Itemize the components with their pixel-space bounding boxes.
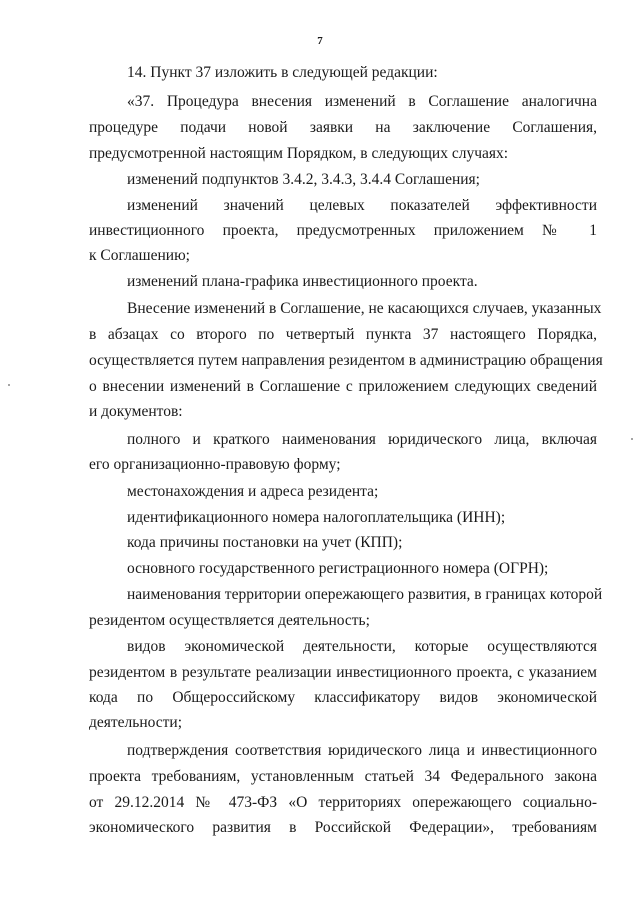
- paragraph-line: инвестиционного проекта, предусмотренных приложением № 1: [89, 222, 597, 239]
- paragraph-line: видов экономической деятельности, которые осуществляются: [127, 638, 597, 655]
- paragraph-line: резидентом в результате реализации инвестиционного проекта, с указанием: [89, 664, 597, 681]
- paragraph-line: от 29.12.2014 № 473-ФЗ «О территориях опережающего социально-: [89, 794, 597, 811]
- paragraph-line: процедуре подачи новой заявки на заключение Соглашения,: [89, 119, 597, 136]
- paragraph-line: о внесении изменений в Соглашение с приложением следующих сведений: [89, 378, 597, 395]
- scan-speck: [8, 384, 10, 386]
- paragraph-line: идентификационного номера налогоплательщика (ИНН);: [127, 509, 506, 526]
- paragraph-line: «37. Процедура внесения изменений в Соглашение аналогична: [127, 93, 597, 110]
- paragraph-line: полного и краткого наименования юридического лица, включая: [127, 431, 597, 448]
- page-number: 7: [317, 35, 323, 47]
- paragraph-line: 14. Пункт 37 изложить в следующей редакции:: [127, 64, 438, 81]
- paragraph-line: местонахождения и адреса резидента;: [127, 483, 379, 500]
- paragraph-line: и документов:: [89, 403, 183, 420]
- paragraph-line: осуществляется путем направления резидентом в администрацию обращения: [89, 352, 603, 369]
- paragraph-line: изменений плана-графика инвестиционного проекта.: [127, 273, 478, 290]
- paragraph-line: кода причины постановки на учет (КПП);: [127, 534, 403, 551]
- paragraph-line: резидентом осуществляется деятельность;: [89, 612, 370, 629]
- paragraph-line: основного государственного регистрационного номера (ОГРН);: [127, 560, 549, 577]
- paragraph-line: подтверждения соответствия юридического лица и инвестиционного: [127, 742, 597, 759]
- paragraph-line: проекта требованиям, установленным статьей 34 Федерального закона: [89, 768, 597, 785]
- paragraph-line: его организационно-правовую форму;: [89, 456, 341, 473]
- paragraph-line: кода по Общероссийскому классификатору видов экономической: [89, 689, 597, 706]
- paragraph-line: в абзацах со второго по четвертый пункта 37 настоящего Порядка,: [89, 326, 597, 343]
- paragraph-line: деятельности;: [89, 714, 183, 731]
- paragraph-line: изменений подпунктов 3.4.2, 3.4.3, 3.4.4 Соглашения;: [127, 171, 480, 188]
- paragraph-line: предусмотренной настоящим Порядком, в следующих случаях:: [89, 145, 509, 162]
- scan-speck: [631, 438, 633, 440]
- paragraph-line: Внесение изменений в Соглашение, не касающихся случаев, указанных: [127, 300, 602, 317]
- paragraph-line: наименования территории опережающего развития, в границах которой: [127, 586, 603, 603]
- paragraph-line: изменений значений целевых показателей эффективности: [127, 197, 597, 214]
- paragraph-line: к Соглашению;: [89, 247, 190, 264]
- paragraph-line: экономического развития в Российской Федерации», требованиям: [89, 819, 597, 836]
